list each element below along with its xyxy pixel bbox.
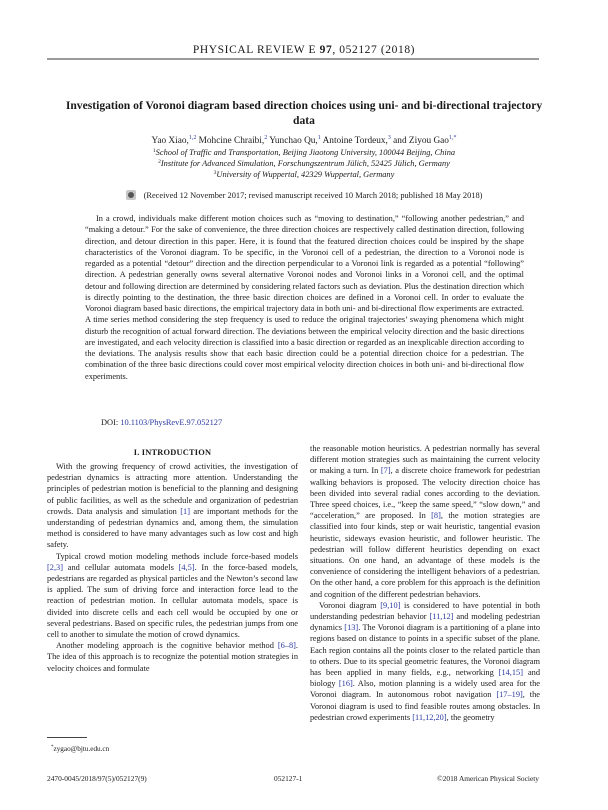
paragraph: With the growing frequency of crowd activities, the investigation of pedestrian dynamics is attracting more attention. Understanding the principles of pedestrian motion is beneficial to the planning and designing of public facilities, as well as the schedule and organization of pedestrian crowds. Data analysis and simulation [1] are important methods for the understanding of pedestrian dynamics and, among them, the simulation method is considered to have many advantages such as low cost and high safety. [47,462,298,550]
citation-link[interactable]: [6–8] [277,641,296,651]
doi-link[interactable]: 10.1103/PhysRevE.97.052127 [120,418,223,427]
paragraph: Voronoi diagram [9,10] is considered to have potential in both understanding pedestrian behavior [11,12] and modeling pedestrian dynamics [13]. The Voronoi diagram is a partitioning of a plane into regions based on distance to points in a specific subset of the plane. Each region contains all the points closer to the related particle than to others. Due to its special geometric features, the Voronoi diagram has been applied in many fields, e.g., networking [14,15] and biology [16]. Also, motion planning is a widely used area for the Voronoi diagram. In autonomous robot navigation [17–19], the Voronoi diagram is used to find feasible routes among obstacles. In pedestrian crowd experiments [11,12,20], the geometry [310,600,540,722]
citation-link[interactable]: [11,12,20] [412,712,447,722]
affiliation-marker: 2 [158,159,161,165]
author-affil-ref[interactable]: 3 [387,135,391,141]
citation-link[interactable]: [9,10] [380,600,401,610]
article-info: , 052127 (2018) [332,44,416,56]
section-heading-introduction: I. INTRODUCTION [133,448,212,457]
paragraph: the reasonable motion heuristics. A pedestrian normally has several different motion strategies such as maintaining the current velocity or making a turn. In [7], a discrete choice framework for pedestrian walking behaviors is proposed. The velocity direction choice has been divided into several radial cones according to the deviation. Three speed choices, i.e., “keep the same speed,” “slow down,” and “acceleration,” are proposed. In [8], the motion strategies are classified into four kinds, step or wait heuristic, tangential evasion heuristic, sideways evasion heuristic, and follower heuristic. The pedestrian will follow different heuristics depending on exact situations. On one hand, an advantage of these models is the convenience of considering the intelligent behaviors of a pedestrian. On the other hand, a core problem for this approach is the definition and cognition of the different pedestrian behaviors. [310,444,540,599]
header-rule [47,58,539,60]
citation-link[interactable]: [7] [380,466,391,476]
citation-link[interactable]: [11,12] [429,612,454,622]
affiliation-marker: 3 [213,170,217,176]
author: Mohcine Chraibi, [196,136,265,146]
author: Yunchao Qu, [267,136,318,146]
citation-link[interactable]: [1] [180,506,190,516]
author-affil-ref[interactable]: 1,* [448,135,457,141]
affiliation-text: School of Traffic and Transportation, Beijing Jiaotong University, 100044 Beijing, China [155,148,456,157]
received-text: (Received 12 November 2017; revised manuscript received 10 March 2018; published 18 May 2018) [143,191,483,200]
citation-link[interactable]: [4,5] [178,562,195,572]
paragraph: Another modeling approach is the cognitive behavior method [6–8]. The idea of this approach is to recognize the potential motion strategies in velocity choices and formulate [47,641,298,673]
citation-link[interactable]: [14,15] [498,668,524,678]
footnote-rule [47,737,87,738]
author: Antoine Tordeux, [320,136,388,146]
journal-name: PHYSICAL REVIEW E [192,44,317,56]
paragraph: Typical crowd motion modeling methods include force-based models [2,3] and cellular automata models [4,5]. In the force-based models, pedestrians are regarded as physical particles and the Newton’s second law is applied. The sum of driving force and interaction force lead to the reaction of pedestrian motion. In cellular automata models, space is divided into discrete cells and each cell would be occupied by one or several pedestrians. Based on specific rules, the pedestrian jumps from one cell to another to simulate the motion of crowd dynamics. [47,551,298,640]
crossmark-icon[interactable] [126,190,136,200]
author-affil-ref[interactable]: 2 [264,135,268,141]
footnote-marker: * [51,745,54,750]
citation-link[interactable]: [16] [338,679,353,689]
author-list [0,136,608,147]
author-affil-ref[interactable]: 1,2 [188,135,197,141]
doi-label: DOI: [101,418,121,427]
author-affil-ref[interactable]: 1 [317,135,321,141]
affiliation-2 [0,159,608,169]
affiliation-marker: 1 [152,148,156,154]
footer-page-number: 052127-1 [274,774,303,783]
citation-link[interactable]: [2,3] [47,562,63,572]
abstract: In a crowd, individuals make different motion choices such as “moving to destination,” “following another pedestrian,” and “making a detour.” For the sake of convenience, the three direction choices are respectively called destination direction, following direction, and detour direction in this paper. Here, it is found that the featured direction choices could be inspired by the shape characteristics of the Voronoi diagram. To be specific, in the Voronoi cell of a pedestrian, the direction to a Voronoi node is regarded as a potential “detour” direction and the direction perpendicular to a Voronoi link is regarded as a potential “following” direction. A pedestrian generally owns several alternative Voronoi nodes and Voronoi links in a Voronoi cell, and the optimal detour and following direction are determined by considering related factors such as deviation. Plus the destination direction which is directly pointing to the destination, the three basic direction choices are defined in a Voronoi cell. In order to evaluate the Voronoi diagram based basic directions, the empirical trajectory data in both uni- and bi-directional flow experiments are extracted. A time series method considering the step frequency is used to reduce the original trajectories’ swaying phenomena which might disturb the recognition of actual forward direction. The deviations between the empirical velocity direction and the basic directions are investigated, and each velocity direction is classified into a basic direction or regarded as an inexplicable direction according to the deviations. The analysis results show that each basic direction could be a potential direction choice for a pedestrian. The combination of the three basic directions could cover most empirical velocity direction choices in both uni- and bi-directional flow experiments. [85,214,524,381]
corresponding-author-footnote [51,745,109,753]
footer-issn: 2470-0045/2018/97(5)/052127(9) [47,774,147,783]
right-column [310,443,540,723]
affiliation-text: Institute for Advanced Simulation, Forschungszentrum Jülich, 52425 Jülich, Germany [160,159,450,168]
citation-link[interactable]: [13] [344,623,359,633]
left-column [47,461,298,674]
affiliation-text: University of Wuppertal, 42329 Wuppertal, Germany [216,170,395,179]
author: Yao Xiao, [151,136,189,146]
doi-line [101,418,222,427]
running-head [0,44,608,56]
author: and Ziyou Gao [390,136,449,146]
received-dates [0,190,608,201]
footer-copyright: ©2018 American Physical Society [437,774,539,783]
citation-link[interactable]: [17–19] [496,690,523,700]
affiliation-3 [0,170,608,180]
citation-link[interactable]: [8] [431,511,441,521]
paper-title: Investigation of Voronoi diagram based direction choices using uni- and bi-directional trajectory data [65,99,543,127]
affiliation-1 [0,148,608,158]
footnote-email: zygao@bjtu.edu.cn [53,745,110,753]
journal-volume: 97 [319,44,333,56]
